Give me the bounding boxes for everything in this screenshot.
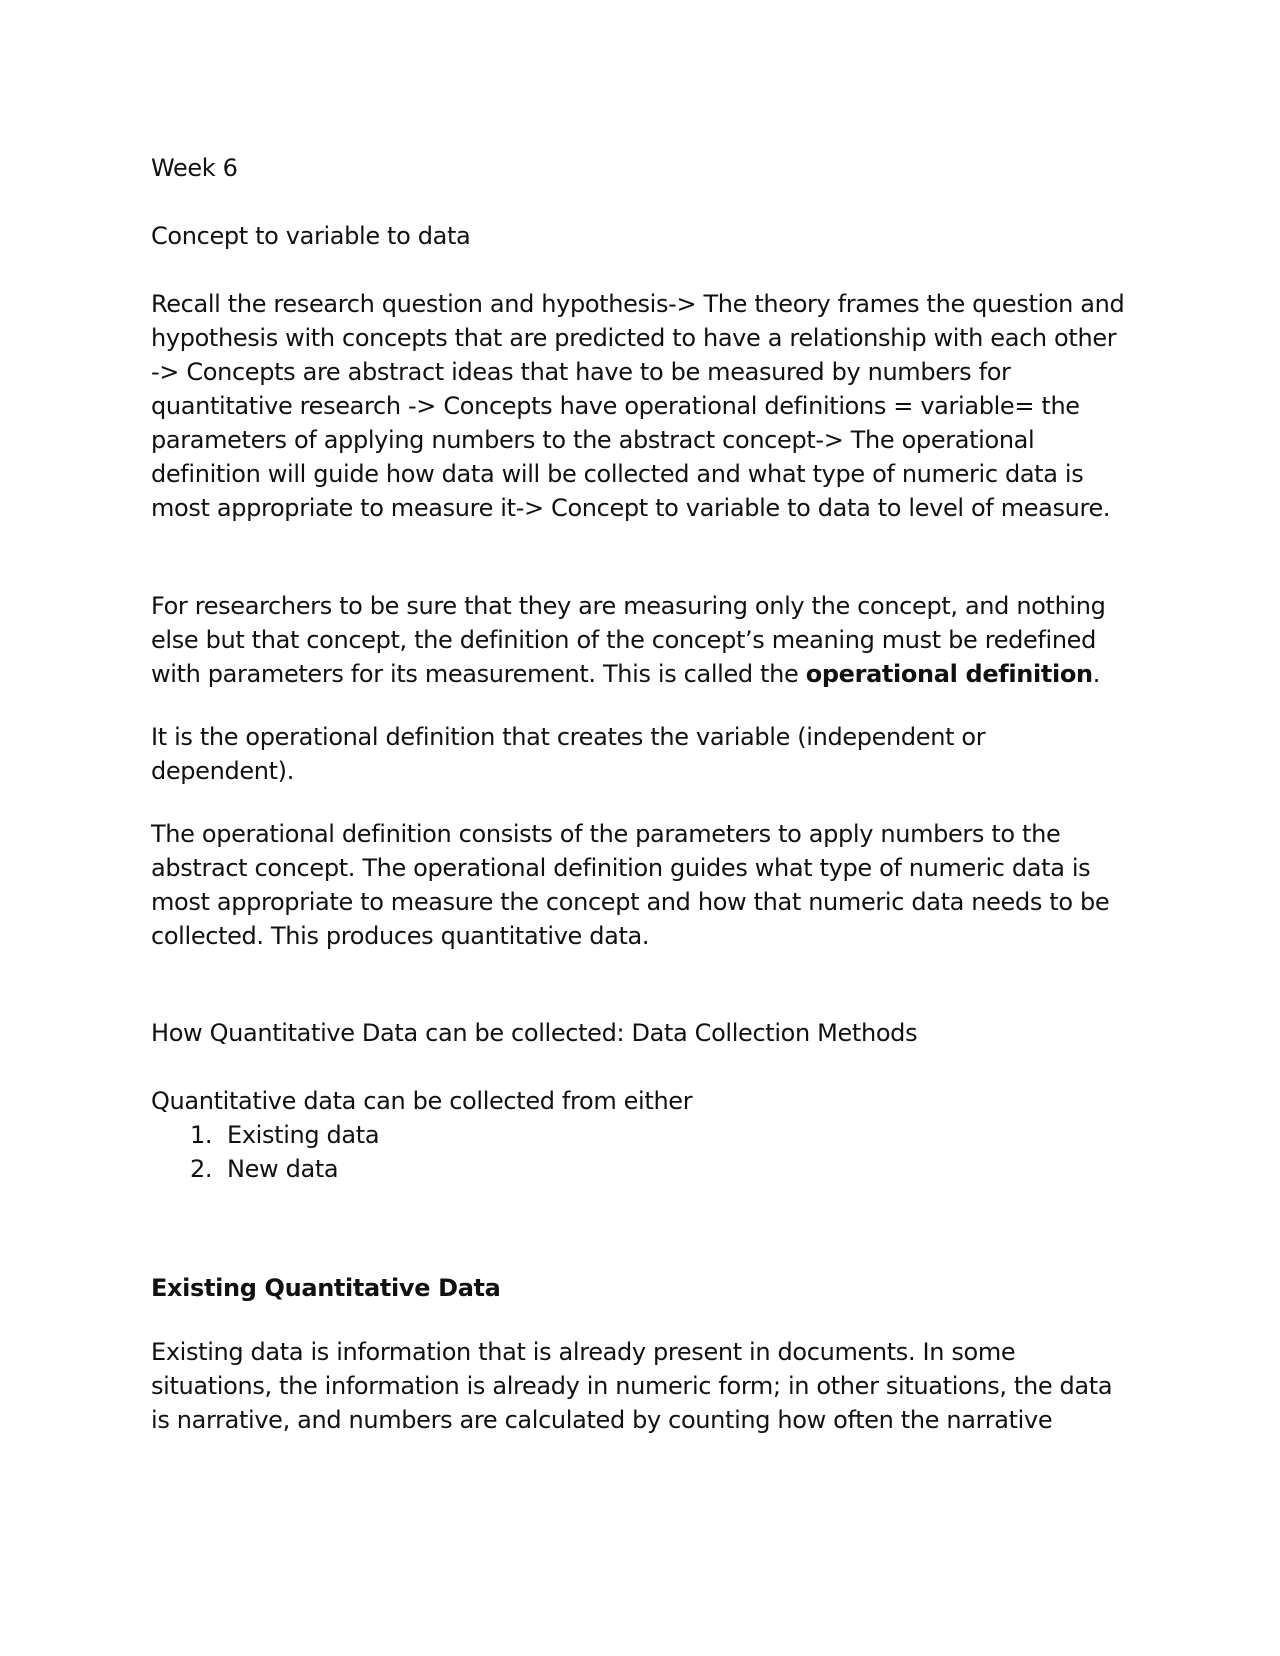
paragraph-line: parameters of applying numbers to the abstract concept-> The operational — [151, 426, 1035, 454]
methods-heading: How Quantitative Data can be collected: Data Collection Methods — [151, 1019, 918, 1047]
paragraph-line: Existing data is information that is already present in documents. In some — [151, 1338, 1016, 1366]
paragraph-line: For researchers to be sure that they are measuring only the concept, and nothing — [151, 592, 1106, 620]
list-intro: Quantitative data can be collected from either — [151, 1087, 693, 1115]
paragraph-line: most appropriate to measure it-> Concept to variable to data to level of measure. — [151, 494, 1111, 522]
paragraph-line: collected. This produces quantitative data. — [151, 922, 650, 950]
paragraph-line: definition will guide how data will be collected and what type of numeric data is — [151, 460, 1084, 488]
paragraph-line: else but that concept, the definition of the concept’s meaning must be redefined — [151, 626, 1096, 654]
paragraph-text: with parameters for its measurement. This is called the — [151, 660, 806, 688]
paragraph-line: hypothesis with concepts that are predicted to have a relationship with each other — [151, 324, 1117, 352]
list-item-text: New data — [227, 1155, 339, 1183]
paragraph-line: is narrative, and numbers are calculated by counting how often the narrative — [151, 1406, 1053, 1434]
paragraph-text: . — [1092, 660, 1101, 688]
operational-definition-term: operational definition — [805, 660, 1093, 688]
paragraph-line: Recall the research question and hypothesis-> The theory frames the question and — [151, 290, 1125, 318]
paragraph-line: dependent). — [151, 757, 294, 785]
existing-data-heading: Existing Quantitative Data — [151, 1274, 501, 1302]
paragraph-line: quantitative research -> Concepts have operational definitions = variable= the — [151, 392, 1080, 420]
paragraph-line: The operational definition consists of the parameters to apply numbers to the — [151, 820, 1061, 848]
paragraph-line: -> Concepts are abstract ideas that have to be measured by numbers for — [151, 358, 1011, 386]
list-item-text: Existing data — [227, 1121, 380, 1149]
section-title: Concept to variable to data — [151, 222, 471, 250]
list-number: 2. — [190, 1155, 213, 1183]
paragraph-line — [151, 657, 1100, 691]
paragraph-line: most appropriate to measure the concept and how that numeric data needs to be — [151, 888, 1110, 916]
paragraph-line: situations, the information is already in numeric form; in other situations, the data — [151, 1372, 1113, 1400]
paragraph-line: It is the operational definition that creates the variable (independent or — [151, 723, 986, 751]
list-number: 1. — [190, 1121, 213, 1149]
week-title: Week 6 — [151, 154, 238, 182]
paragraph-line: abstract concept. The operational definition guides what type of numeric data is — [151, 854, 1091, 882]
